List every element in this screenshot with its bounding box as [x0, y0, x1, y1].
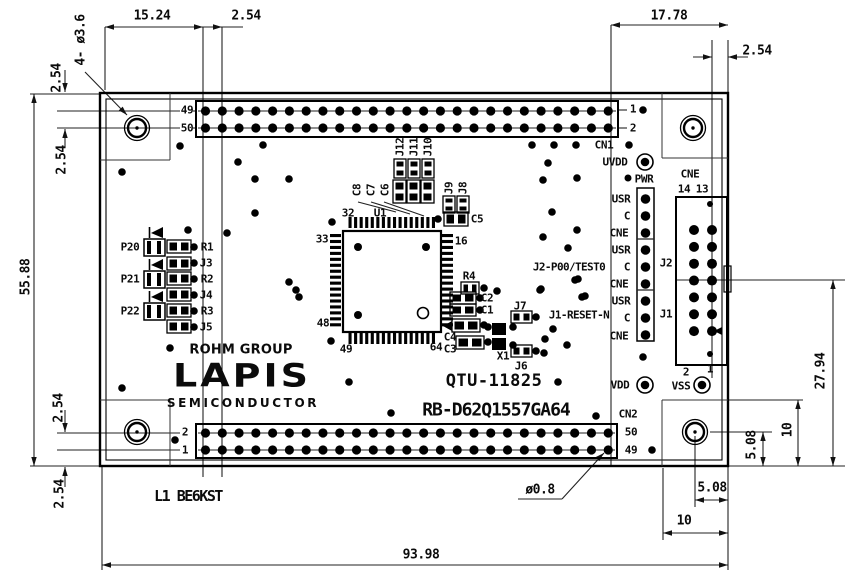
dim-left-bot1-2-54-label: 2.54	[51, 393, 67, 423]
part-r3-label: R3	[200, 304, 214, 318]
hole-dia-note-label: ø0.8	[525, 482, 555, 498]
part-j7-label: J7	[513, 299, 527, 313]
vdd-label-label: VDD	[610, 378, 630, 392]
led-p20-label: P20	[120, 240, 140, 254]
part-j6-label: J6	[514, 359, 528, 373]
part-c3-label: C3	[443, 342, 457, 356]
part-x1-label: X1	[496, 349, 510, 363]
strip-row-7-label: C	[623, 311, 631, 325]
ic-ref-label: U1	[373, 206, 387, 220]
strip-row-3-label: USR	[611, 243, 631, 257]
cne-pin1-label: 1	[706, 362, 714, 376]
dim-left-top-2-54-label: 2.54	[49, 63, 65, 93]
dim-left-row-2-54-label: 2.54	[54, 145, 70, 175]
ic-pin16-label: 16	[454, 234, 468, 248]
note-j1-label: J1-RESET-N	[548, 308, 610, 322]
dim-bot-5-08-label: 5.08	[697, 480, 727, 496]
pwr-label-label: PWR	[634, 172, 654, 186]
part-j8-label: J8	[456, 181, 470, 195]
part-j12-label: J12	[393, 137, 407, 157]
strip-row-2-label: CNE	[609, 226, 629, 240]
cn2-pin1-label: 1	[181, 443, 189, 457]
cne-name-label: CNE	[680, 167, 700, 181]
part-r2-label: R2	[200, 272, 214, 286]
dim-bot-10-label: 10	[676, 513, 692, 529]
dim-left-bot2-2-54-label: 2.54	[52, 479, 68, 509]
part-c4-label: C4	[443, 330, 457, 344]
cn1-name-label: CN1	[594, 138, 614, 152]
dim-55-88-label: 55.88	[18, 258, 34, 296]
part-c1-label: C1	[480, 303, 494, 317]
dim-right-10-label: 10	[780, 422, 796, 438]
led-p21-label: P21	[120, 272, 140, 286]
cn2-pin49-label: 49	[624, 443, 638, 457]
part-j4-label: J4	[199, 288, 213, 302]
uvdd-label-label: UVDD	[602, 155, 628, 169]
ic-pin49-label: 49	[339, 342, 353, 356]
note-j2-label: J2-P00/TEST0	[532, 260, 606, 274]
part-c8-label: C8	[350, 183, 364, 197]
part-r1-label: R1	[200, 240, 214, 254]
part-c7-label: C7	[364, 183, 378, 197]
dim-right-2-54-label: 2.54	[742, 43, 772, 59]
part-j10-label: J10	[421, 137, 435, 157]
dim-right-5-08-label: 5.08	[744, 430, 760, 460]
part-c5-label: C5	[470, 212, 484, 226]
part-j3-label: J3	[199, 256, 213, 270]
silk-sub-label: SEMICONDUCTOR	[166, 396, 320, 410]
ic-pin48-label: 48	[316, 316, 330, 330]
strip-j1-label: J1	[659, 307, 673, 321]
dim-27-94-label: 27.94	[813, 352, 829, 390]
cn2-pin50-label: 50	[624, 425, 638, 439]
strip-j2-label: J2	[659, 256, 673, 270]
part-j11-label: J11	[407, 137, 421, 157]
cn1-pin49-label: 49	[180, 103, 194, 117]
ic-pin32-label: 32	[341, 206, 355, 220]
cne-pin13-label: 13	[695, 182, 709, 196]
hole-count-note-label: 4- ø3.6	[73, 14, 89, 66]
silk-rohm-label: ROHM GROUP	[189, 342, 293, 358]
part-j5-label: J5	[199, 320, 213, 334]
strip-row-1-label: C	[623, 209, 631, 223]
silk-brand-label: LAPIS	[173, 356, 311, 394]
part-c2-label: C2	[480, 291, 494, 305]
silk-part-label: RB-D62Q1557GA64	[422, 399, 570, 421]
dim-17-78-label: 17.78	[650, 8, 688, 24]
strip-row-5-label: CNE	[609, 277, 629, 291]
strip-row-6-label: USR	[611, 294, 631, 308]
led-p22-label: P22	[120, 304, 140, 318]
dim-top-2-54-label: 2.54	[231, 8, 261, 24]
cn2-name-label: CN2	[618, 407, 638, 421]
cne-pin2-label: 2	[682, 365, 690, 379]
strip-row-0-label: USR	[611, 192, 631, 206]
ic-u1	[330, 217, 453, 344]
cn1-pin50-label: 50	[180, 121, 194, 135]
ic-pin64-label: 64	[429, 340, 443, 354]
strip-row-4-label: C	[623, 260, 631, 274]
strip-row-8-label: CNE	[609, 329, 629, 343]
part-r4-label: R4	[462, 269, 476, 283]
dim-15-24-label: 15.24	[133, 8, 171, 24]
part-c6-label: C6	[378, 183, 392, 197]
cn1-pin2-label: 2	[629, 121, 637, 135]
ic-pin33-label: 33	[315, 232, 329, 246]
cn2-pin2-label: 2	[181, 425, 189, 439]
cne-pin14-label: 14	[677, 182, 691, 196]
silk-note-label: L1 BE6KST	[154, 487, 222, 505]
dim-93-98-label: 93.98	[402, 547, 440, 563]
part-j9-label: J9	[442, 181, 456, 195]
silk-model-label: QTU-11825	[445, 371, 543, 391]
vss-label-label: VSS	[671, 379, 691, 393]
cn1-pin1-label: 1	[629, 102, 637, 116]
